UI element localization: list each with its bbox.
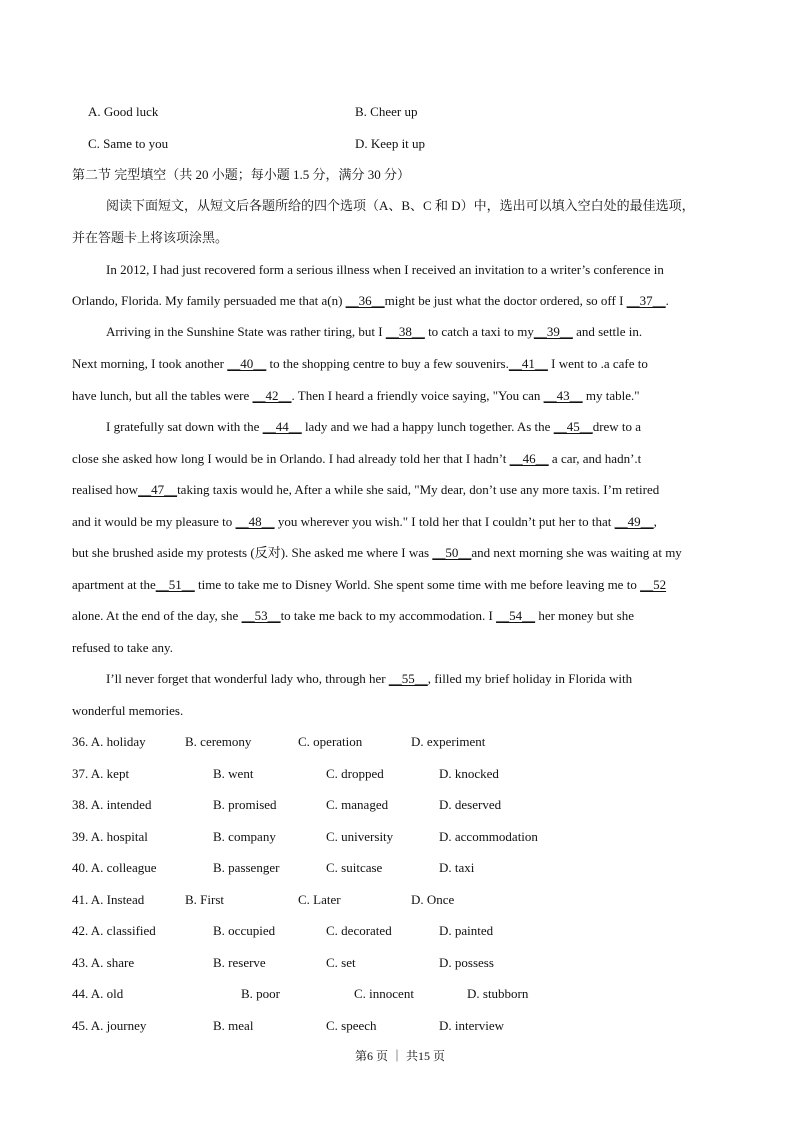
option-d: D. experiment	[411, 734, 486, 749]
passage-text: and settle in.	[572, 324, 643, 339]
passage-line	[72, 515, 728, 528]
option-a: A. old	[90, 986, 124, 1001]
option-a: A. intended	[90, 797, 152, 812]
option-c: C. suitcase	[326, 860, 383, 875]
question-36	[72, 735, 146, 748]
option-d: D. taxi	[439, 860, 475, 875]
prev-option-b: B. Cheer up	[355, 104, 418, 119]
option-c: C. Later	[298, 892, 341, 907]
option-c: C. dropped	[326, 766, 384, 781]
passage-text: and next morning she was waiting at my	[471, 545, 682, 560]
passage-line	[72, 609, 728, 622]
passage-text: to the shopping centre to buy a few souvenirs.	[266, 356, 509, 371]
blank-41: __41__	[508, 356, 548, 371]
option-d: D. stubborn	[467, 986, 529, 1001]
passage-text: you wherever you wish." I told her that I couldn’t put her to that	[274, 514, 615, 529]
question-number: 36.	[72, 734, 89, 749]
passage-line	[72, 452, 728, 465]
passage-text: her money but she	[535, 608, 634, 623]
blank-47: __47__	[138, 482, 178, 497]
option-a: A. journey	[90, 1018, 147, 1033]
blank-37: __37__	[626, 293, 666, 308]
question-number: 37.	[72, 766, 89, 781]
question-number: 40.	[72, 860, 89, 875]
blank-55: __55__	[388, 671, 428, 686]
blank-40: __40__	[227, 356, 267, 371]
passage-text: close she asked how long I would be in Orlando. I had already told her that I hadn’t	[72, 451, 510, 466]
question-40	[72, 861, 157, 874]
passage-text: to catch a taxi to my	[424, 324, 534, 339]
passage-line	[106, 672, 632, 685]
blank-50: __50__	[432, 545, 472, 560]
passage-text: wonderful memories.	[72, 703, 184, 718]
question-number: 43.	[72, 955, 89, 970]
question-39	[72, 830, 148, 843]
option-c: C. university	[326, 829, 394, 844]
blank-51: __51__	[155, 577, 195, 592]
option-b: B. poor	[241, 986, 280, 1001]
option-d: D. possess	[439, 955, 494, 970]
blank-48: __48__	[235, 514, 275, 529]
section-title: 第二节 完型填空（共 20 小题；每小题 1.5 分，满分 30 分）	[72, 167, 411, 182]
passage-text: Next morning, I took another	[72, 356, 228, 371]
passage-text: a car, and hadn’.t	[548, 451, 642, 466]
option-b: B. company	[213, 829, 276, 844]
option-a: A. classified	[90, 923, 156, 938]
option-b: B. meal	[213, 1018, 254, 1033]
passage-text: Orlando, Florida. My family persuaded me that a(n)	[72, 293, 346, 308]
blank-45: __45__	[553, 419, 593, 434]
option-b: B. reserve	[213, 955, 266, 970]
option-c: C. set	[326, 955, 356, 970]
passage-line	[72, 641, 173, 654]
option-a: A. holiday	[90, 734, 146, 749]
option-d: D. Once	[411, 892, 455, 907]
passage-text: might be just what the doctor ordered, so off I	[384, 293, 627, 308]
passage-text: apartment at the	[72, 577, 156, 592]
passage-text: lady and we had a happy lunch together. As the	[301, 419, 554, 434]
passage-text: but she brushed aside my protests (反对). She asked me where I was	[72, 545, 433, 560]
blank-43: __43__	[543, 388, 583, 403]
blank-46: __46__	[509, 451, 549, 466]
option-c: C. operation	[298, 734, 363, 749]
blank-36: __36__	[345, 293, 385, 308]
option-c: C. speech	[326, 1018, 377, 1033]
option-d: D. interview	[439, 1018, 504, 1033]
blank-44: __44__	[262, 419, 302, 434]
option-a: A. share	[90, 955, 135, 970]
question-43	[72, 956, 134, 969]
passage-line	[72, 704, 183, 717]
question-37	[72, 767, 129, 780]
passage-text: to take me back to my accommodation. I	[280, 608, 497, 623]
passage-text: I’ll never forget that wonderful lady who, through her	[106, 671, 389, 686]
question-number: 44.	[72, 986, 89, 1001]
option-a: A. hospital	[90, 829, 148, 844]
blank-38: __38__	[385, 324, 425, 339]
blank-53: __53__	[241, 608, 281, 623]
passage-line	[106, 420, 641, 433]
passage-line	[72, 357, 728, 370]
option-b: B. First	[185, 892, 225, 907]
option-c: C. decorated	[326, 923, 392, 938]
passage-text: ,	[653, 514, 657, 529]
prev-option-c: C. Same to you	[88, 136, 169, 151]
question-number: 42.	[72, 923, 89, 938]
option-b: B. occupied	[213, 923, 276, 938]
passage-line	[72, 294, 728, 307]
question-number: 45.	[72, 1018, 89, 1033]
passage-text: , filled my brief holiday in Florida with	[427, 671, 633, 686]
passage-line	[72, 546, 728, 559]
prev-option-d: D. Keep it up	[355, 136, 426, 151]
passage-line	[106, 263, 728, 276]
section-instruction-line2: 并在答题卡上将该项涂黑。	[72, 230, 229, 245]
option-a: A. Instead	[90, 892, 145, 907]
passage-text: refused to take any.	[72, 640, 173, 655]
passage-text: In 2012, I had just recovered form a serious illness when I received an invitation to a writer’s conference in	[106, 262, 664, 277]
option-d: D. accommodation	[439, 829, 538, 844]
question-number: 39.	[72, 829, 89, 844]
passage-text: Arriving in the Sunshine State was rather tiring, but I	[106, 324, 386, 339]
passage-text: drew to a	[592, 419, 642, 434]
option-c: C. managed	[326, 797, 389, 812]
passage-text: .	[665, 293, 669, 308]
question-45	[72, 1019, 146, 1032]
section-instruction-line1: 阅读下面短文，从短文后各题所给的四个选项（A、B、C 和 D）中，选出可以填入空白处的最佳选项，	[106, 198, 695, 213]
passage-text: and it would be my pleasure to	[72, 514, 236, 529]
question-41	[72, 893, 144, 906]
blank-54: __54__	[496, 608, 536, 623]
page-footer: 第6 页 ｜ 共15 页	[354, 1049, 445, 1063]
prev-option-a: A. Good luck	[88, 104, 159, 119]
passage-text: . Then I heard a friendly voice saying, "You can	[291, 388, 544, 403]
question-number: 41.	[72, 892, 89, 907]
passage-line	[106, 325, 642, 338]
option-a: A. colleague	[90, 860, 157, 875]
passage-text: have lunch, but all the tables were	[72, 388, 253, 403]
passage-line	[72, 483, 728, 496]
passage-text: realised how	[72, 482, 139, 497]
question-number: 38.	[72, 797, 89, 812]
blank-49: __49__	[614, 514, 654, 529]
option-b: B. went	[213, 766, 254, 781]
option-d: D. painted	[439, 923, 494, 938]
blank-39: __39__	[533, 324, 573, 339]
option-b: B. ceremony	[185, 734, 252, 749]
option-d: D. deserved	[439, 797, 502, 812]
option-a: A. kept	[90, 766, 130, 781]
option-c: C. innocent	[354, 986, 414, 1001]
option-b: B. passenger	[213, 860, 280, 875]
blank-52: __52	[640, 577, 667, 592]
passage-text: alone. At the end of the day, she	[72, 608, 242, 623]
passage-text: taking taxis would he, After a while she said, "My dear, don’t use any more taxis. I’m retired	[177, 482, 660, 497]
question-42	[72, 924, 156, 937]
passage-text: time to take me to Disney World. She spent some time with me before leaving me to	[194, 577, 641, 592]
option-d: D. knocked	[439, 766, 499, 781]
option-b: B. promised	[213, 797, 277, 812]
passage-text: my table."	[582, 388, 640, 403]
passage-line	[72, 578, 728, 591]
passage-line	[72, 389, 728, 402]
passage-text: I went to .a cafe to	[547, 356, 648, 371]
passage-text: I gratefully sat down with the	[106, 419, 263, 434]
question-38	[72, 798, 151, 811]
blank-42: __42__	[252, 388, 292, 403]
question-44	[72, 987, 123, 1000]
